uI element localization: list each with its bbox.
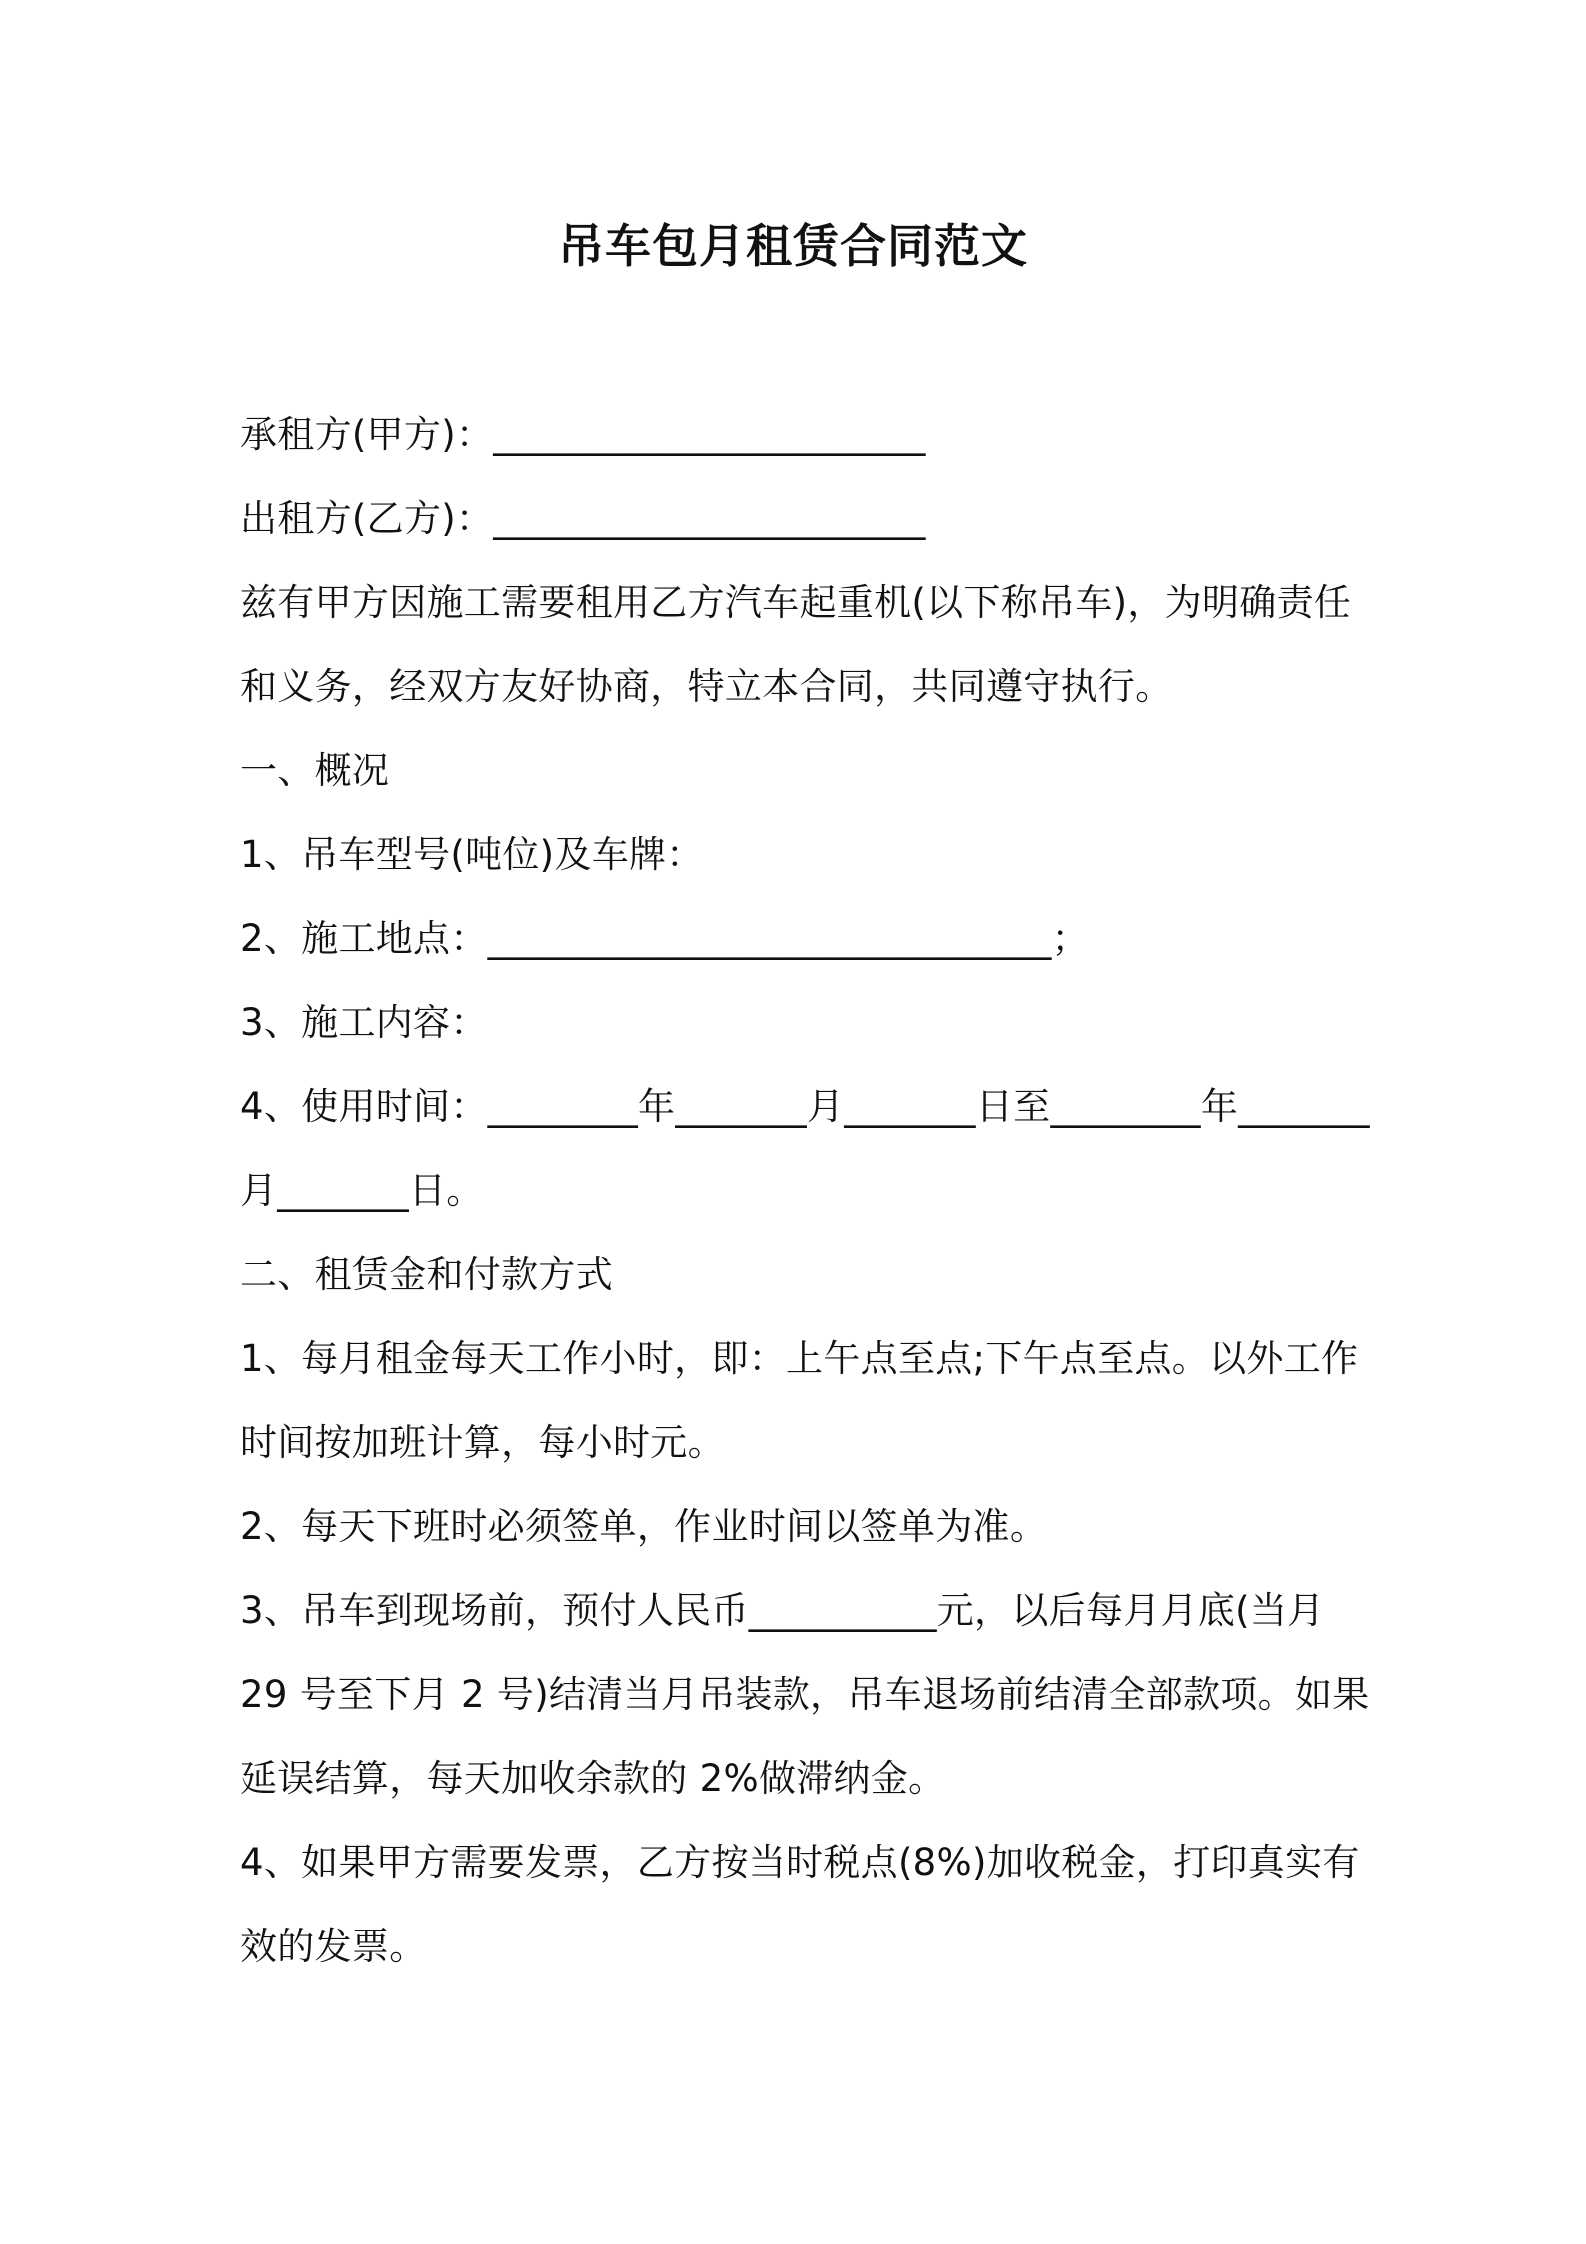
clause-line: 3、吊车到现场前，预付人民币__________元，以后每月月底(当月: [240, 1589, 1325, 1632]
clause-line: 延误结算，每天加收余款的 2%做滞纳金。: [240, 1757, 946, 1800]
document-title: 吊车包月租赁合同范文: [558, 219, 1028, 273]
clause-line: 2、施工地点：______________________________；: [240, 917, 1089, 960]
clause-line: 3、施工内容：: [240, 1001, 488, 1044]
clause-line: 4、使用时间：________年_______月_______日至________年_______: [240, 1085, 1370, 1128]
clause-line: 2、每天下班时必须签单，作业时间以签单为准。: [240, 1505, 1048, 1548]
clause-line: 1、每月租金每天工作小时，即：上午点至点;下午点至点。以外工作: [240, 1337, 1359, 1380]
clause-line: 4、如果甲方需要发票，乙方按当时税点(8%)加收税金，打印真实有: [240, 1841, 1360, 1884]
paragraph-line: 和义务，经双方友好协商，特立本合同，共同遵守执行。: [240, 665, 1173, 708]
clause-line: 月_______日。: [240, 1169, 484, 1212]
paragraph-line: 兹有甲方因施工需要租用乙方汽车起重机(以下称吊车)，为明确责任: [240, 581, 1352, 624]
clause-line: 1、吊车型号(吨位)及车牌：: [240, 833, 704, 876]
lessee-field-line: 承租方(甲方)：_______________________: [240, 413, 926, 456]
clause-line: 效的发票。: [240, 1925, 427, 1968]
section-heading-overview: 一、概况: [240, 749, 390, 792]
clause-line: 时间按加班计算，每小时元。: [240, 1421, 725, 1464]
clause-line: 29 号至下月 2 号)结清当月吊装款，吊车退场前结清全部款项。如果: [240, 1673, 1370, 1716]
lessor-field-line: 出租方(乙方)：_______________________: [240, 497, 926, 540]
section-heading-payment: 二、租赁金和付款方式: [240, 1253, 613, 1296]
